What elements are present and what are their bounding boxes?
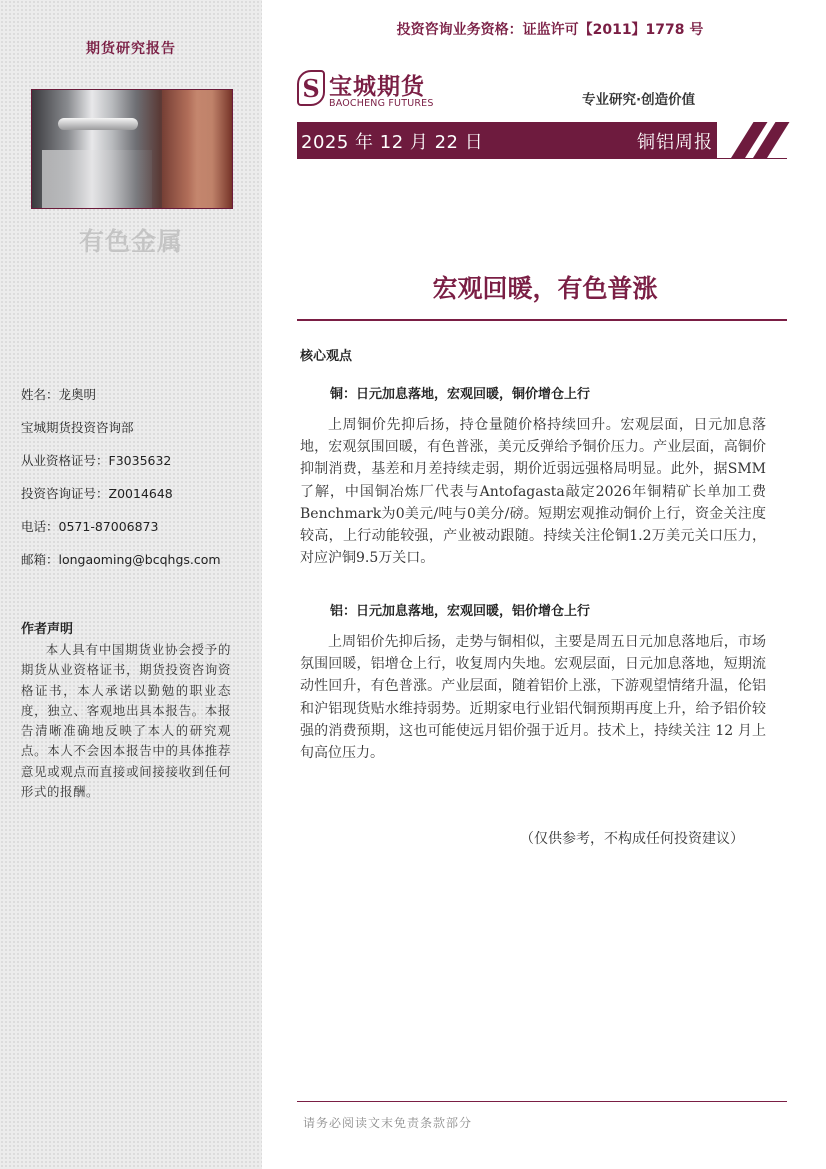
report-name: 铜铝周报 xyxy=(637,132,713,153)
license-text: 投资咨询业务资格：证监许可【2011】1778 号 xyxy=(396,22,704,38)
report-title: 宏观回暖，有色普涨 xyxy=(432,274,658,303)
report-date: 2025 年 12 月 22 日 xyxy=(301,132,484,153)
analyst-info xyxy=(21,385,251,583)
sector-label: 有色金属 xyxy=(78,227,183,256)
declaration-text: 本人具有中国期货业协会授予的期货从业资格证书，期货投资咨询资格证书，本人承诺以勤勉的职业态度，独立、客观地出具本报告。本报告清晰准确地反映了本人的研究观点。本人不会因本报告中的具体推荐意见或观点而直接或间接接收到任何形式的报酬。 xyxy=(21,642,231,800)
phone-line: 电话：0571-87006873 xyxy=(21,519,159,534)
footer-text: 请务必阅读文末免责条款部分 xyxy=(303,1116,473,1130)
consult-cert-line: 投资咨询证号：Z0014648 xyxy=(21,486,173,501)
title-divider xyxy=(297,319,787,321)
aluminum-heading: 铝：日元加息落地，宏观回暖，铝价增仓上行 xyxy=(330,604,591,619)
logo-chinese-name: 宝城期货 xyxy=(329,73,425,100)
sidebar xyxy=(0,0,262,1169)
slogan: 专业研究·创造价值 xyxy=(582,92,696,108)
qualification-line: 从业资格证号：F3035632 xyxy=(21,453,172,468)
logo-english-name: BAOCHENG FUTURES xyxy=(329,98,434,109)
copper-paragraph: 上周铜价先抑后扬，持仓量随价格持续回升。宏观层面，日元加息落地，宏观氛围回暖，有色普涨，美元反弹给予铜价压力。产业层面，高铜价抑制消费，基差和月差持续走弱，期价近弱远强格局明显。此外，据SMM了解，中国铜冶炼厂代表与Antofagasta敲定2026年铜精矿长单加工费Benchmark为0美元/吨与0美分/磅。短期宏观推动铜价上行，资金关注度较高，上行动能较强，产业被动跟随。持续关注伦铜1.2万美元关口压力，对应沪铜9.5万关口。 xyxy=(300,417,766,567)
email-line: 邮箱：longaoming@bcqhgs.com xyxy=(21,552,221,567)
cover-photo xyxy=(31,89,233,209)
analyst-dept-line: 宝城期货投资咨询部 xyxy=(21,420,134,435)
aluminum-paragraph: 上周铝价先抑后扬，走势与铜相似，主要是周五日元加息落地后，市场氛围回暖，铝增仓上行，收复周内失地。宏观层面，日元加息落地，短期流动性回升，有色普涨。产业层面，随着铝价上涨，下游观望情绪升温，伦铝和沪铝现货贴水维持弱势。近期家电行业铝代铜预期再度上升，给予铝价较强的消费预期，这也可能使远月铝价强于近月。技术上，持续关注 12 月上旬高位压力。 xyxy=(300,634,766,762)
date-banner xyxy=(297,122,717,158)
report-type-label: 期货研究报告 xyxy=(86,41,176,57)
email-link[interactable]: longaoming@bcqhgs.com xyxy=(58,552,221,567)
copper-heading: 铜：日元加息落地，宏观回暖，铜价增仓上行 xyxy=(330,387,591,402)
disclaimer-note: （仅供参考，不构成任何投资建议） xyxy=(520,831,744,847)
analyst-name-line: 姓名：龙奥明 xyxy=(21,387,97,402)
core-view-label: 核心观点 xyxy=(300,349,353,364)
logo-mark-icon: S xyxy=(297,70,325,106)
company-logo xyxy=(297,68,447,112)
footer-divider xyxy=(297,1101,787,1102)
declaration-title: 作者声明 xyxy=(21,622,74,637)
banner-underline xyxy=(297,158,787,159)
